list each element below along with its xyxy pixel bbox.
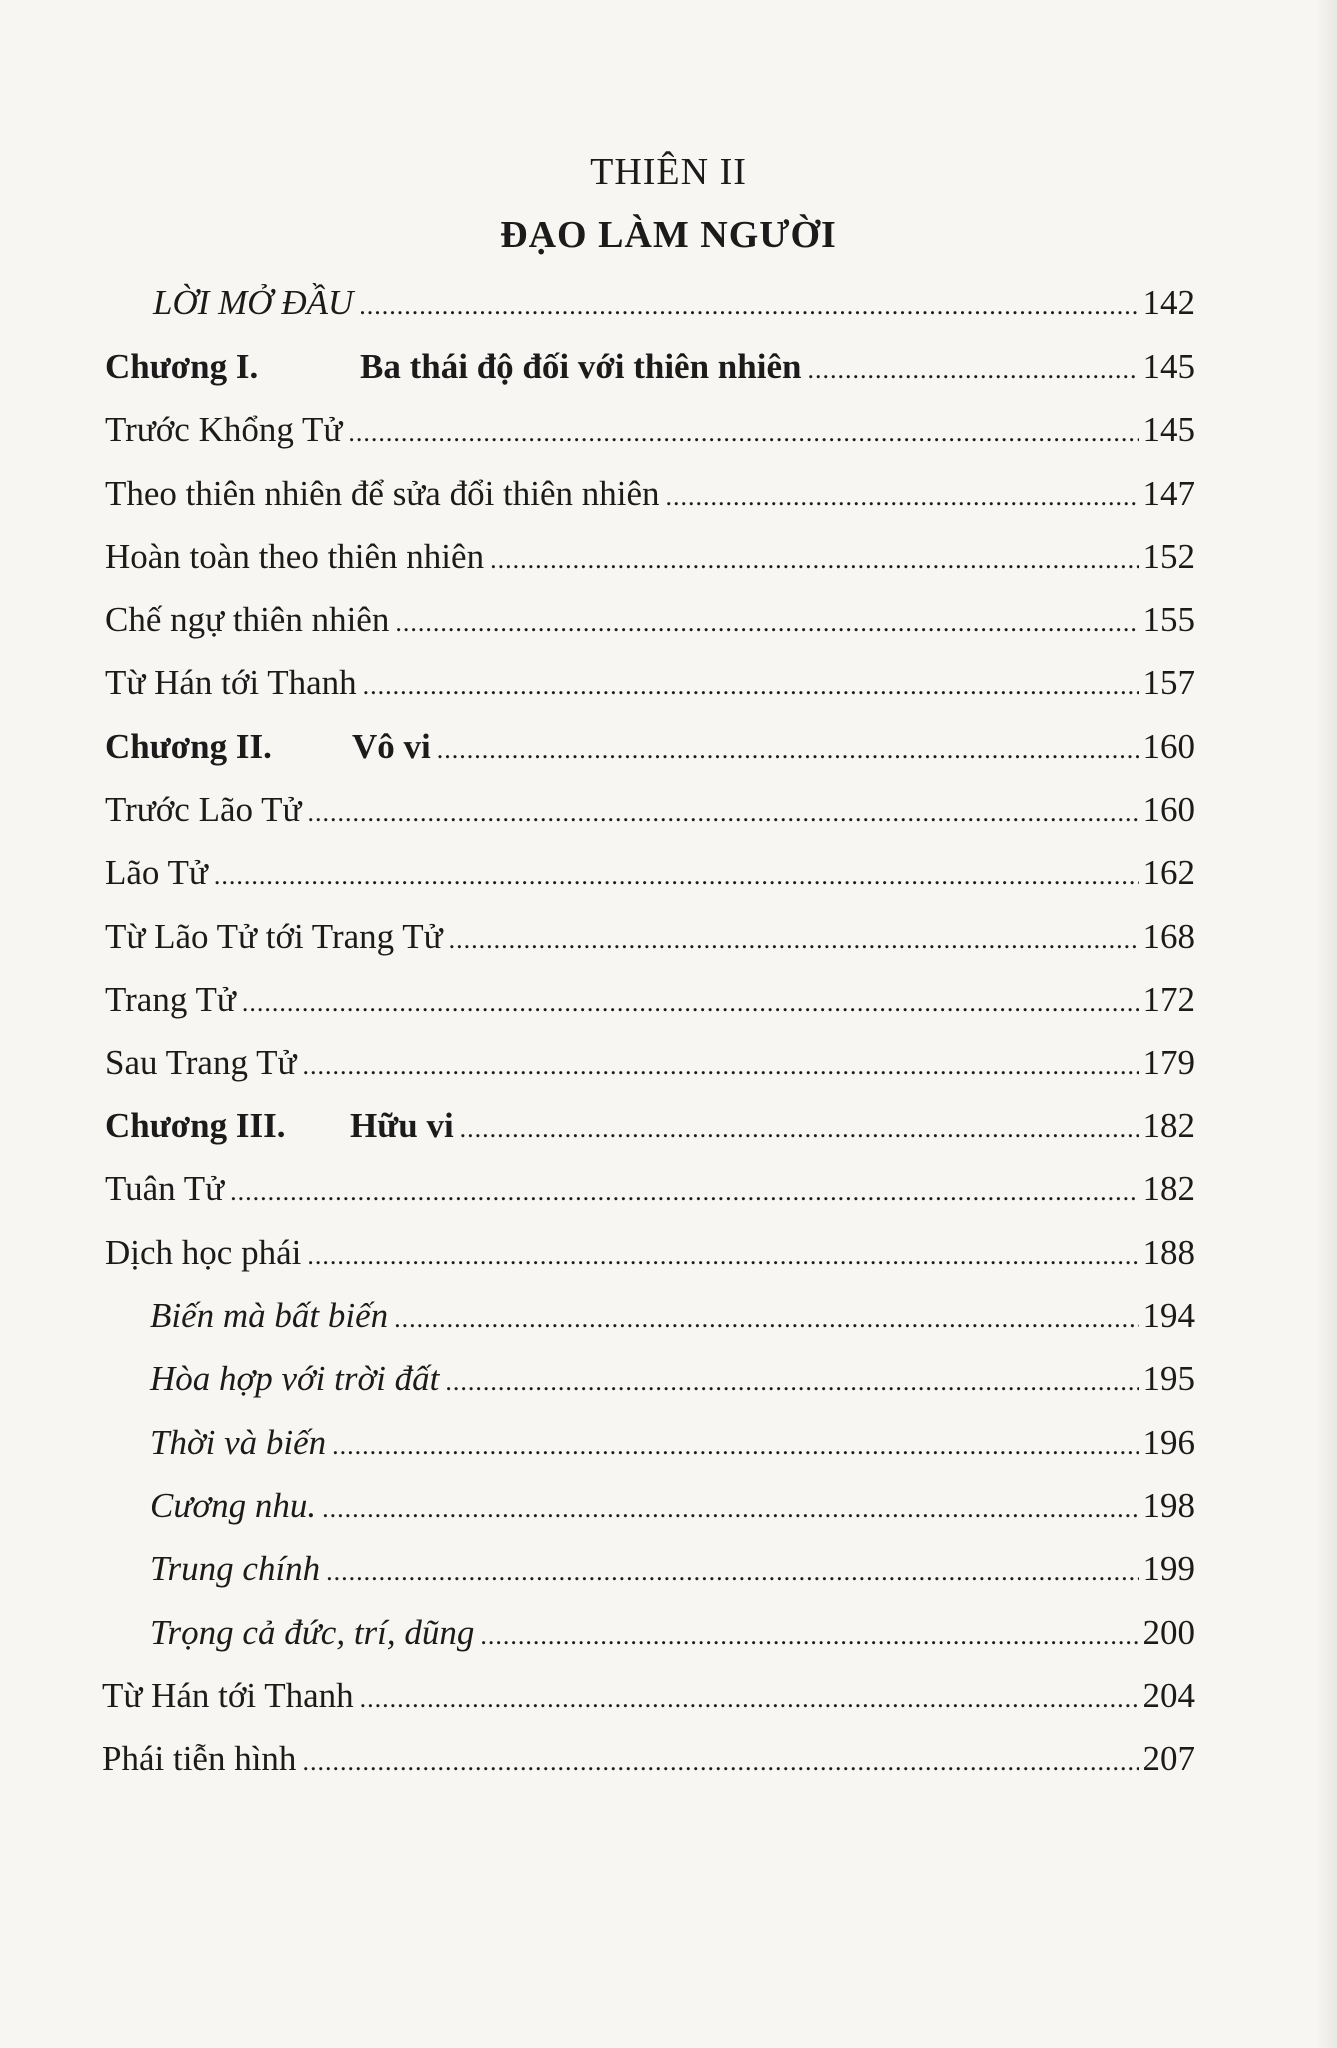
toc-sub-entry-label: Hòa hợp với trời đất	[150, 1359, 440, 1398]
toc-row	[105, 1231, 1195, 1278]
toc-page-number: 196	[1142, 1423, 1195, 1462]
toc-page-number: 194	[1142, 1296, 1195, 1335]
toc-row-sub	[150, 1357, 1195, 1404]
toc-row	[105, 788, 1195, 835]
toc-page-number: 152	[1142, 537, 1195, 576]
toc-page-number: 200	[1142, 1613, 1195, 1652]
leader-dots	[348, 411, 1138, 455]
toc-row	[105, 535, 1195, 582]
toc-page-number: 199	[1142, 1549, 1195, 1588]
toc-entry-label: Trước Lão Tử	[105, 790, 302, 829]
leader-dots	[322, 1487, 1138, 1531]
toc-entry-label: Từ Hán tới Thanh	[105, 663, 357, 702]
leader-dots	[326, 1550, 1138, 1594]
toc-row	[105, 851, 1195, 898]
toc-entry-label: Sau Trang Tử	[105, 1043, 297, 1082]
leader-dots	[332, 1424, 1138, 1468]
toc-page-number: 142	[1142, 283, 1195, 322]
toc-page-number: 145	[1142, 410, 1195, 449]
toc-entry-label: Theo thiên nhiên để sửa đổi thiên nhiên	[105, 474, 660, 513]
toc-row	[102, 1737, 1195, 1784]
toc-entry-label: Trước Khổng Tử	[105, 410, 343, 449]
leader-dots	[302, 1740, 1138, 1784]
toc-page-number: 172	[1142, 980, 1195, 1019]
leader-dots	[394, 1297, 1138, 1341]
toc-row	[102, 1674, 1195, 1721]
toc-row-sub	[150, 1484, 1195, 1531]
toc-chapter-title: Ba thái độ đối với thiên nhiên	[360, 347, 802, 386]
toc-page-number: 182	[1142, 1106, 1195, 1145]
leader-dots	[214, 854, 1139, 898]
toc-entry-label: Lão Tử	[105, 853, 208, 892]
toc-chapter-number: Chương I.	[105, 347, 259, 386]
toc-sub-entry-label: Thời và biến	[150, 1423, 327, 1462]
toc-chapter-title: Hữu vi	[350, 1106, 454, 1145]
toc-sub-entry-label: Trọng cả đức, trí, dũng	[150, 1613, 475, 1652]
toc-page-number: 204	[1142, 1676, 1195, 1715]
toc-page-number: 168	[1142, 917, 1195, 956]
toc-page-number: 160	[1142, 727, 1195, 766]
toc-page-number: 157	[1142, 663, 1195, 702]
leader-dots	[363, 664, 1139, 708]
toc-entry-label: Hoàn toàn theo thiên nhiên	[105, 537, 485, 576]
leader-dots	[449, 918, 1139, 962]
page-edge-shadow	[1315, 0, 1337, 2048]
leader-dots	[437, 728, 1139, 772]
toc-page-number: 182	[1142, 1169, 1195, 1208]
toc-page-number: 155	[1142, 600, 1195, 639]
leader-dots	[807, 348, 1138, 392]
part-subtitle: ĐẠO LÀM NGƯỜI	[500, 214, 837, 256]
toc-entry-label: Trang Tử	[105, 980, 236, 1019]
toc-page-number: 147	[1142, 474, 1195, 513]
part-title: THIÊN II	[590, 151, 747, 193]
leader-dots	[445, 1360, 1138, 1404]
leader-dots	[307, 791, 1138, 835]
toc-entry-label: Dịch học phái	[105, 1233, 302, 1272]
toc-entry-label: Tuân Tử	[105, 1169, 225, 1208]
toc-entry-label: Từ Lão Tử tới Trang Tử	[105, 917, 443, 956]
toc-page-number: 162	[1142, 853, 1195, 892]
leader-dots	[302, 1044, 1138, 1088]
toc-row-sub	[150, 1611, 1195, 1658]
toc-sub-entry-label: Biến mà bất biến	[150, 1296, 389, 1335]
toc-row-intro	[153, 281, 1195, 328]
leader-dots	[395, 601, 1138, 645]
leader-dots	[490, 538, 1138, 582]
toc-row	[105, 915, 1195, 962]
toc-entry-label: Từ Hán tới Thanh	[102, 1676, 354, 1715]
leader-dots	[307, 1234, 1138, 1278]
toc-row-chapter	[105, 1104, 1195, 1151]
toc-chapter-title: Vô vi	[352, 727, 431, 766]
toc-row	[105, 1167, 1195, 1214]
toc-row	[105, 598, 1195, 645]
toc-row	[105, 472, 1195, 519]
toc-entry-label: LỜI MỞ ĐẦU	[153, 283, 354, 322]
toc-row	[105, 978, 1195, 1025]
leader-dots	[666, 475, 1139, 519]
toc-page-number: 195	[1142, 1359, 1195, 1398]
toc-entry-label: Chế ngự thiên nhiên	[105, 600, 390, 639]
toc-page-number: 198	[1142, 1486, 1195, 1525]
leader-dots	[480, 1614, 1138, 1658]
toc-row	[105, 1041, 1195, 1088]
toc-row	[105, 661, 1195, 708]
leader-dots	[359, 284, 1138, 328]
leader-dots	[242, 981, 1139, 1025]
toc-chapter-number: Chương III.	[105, 1106, 286, 1145]
toc-row-sub	[150, 1547, 1195, 1594]
toc-page-number: 145	[1142, 347, 1195, 386]
toc-row	[105, 408, 1195, 455]
toc-page-number: 160	[1142, 790, 1195, 829]
toc-sub-entry-label: Trung chính	[150, 1549, 321, 1588]
toc-chapter-number: Chương II.	[105, 727, 272, 766]
toc-page-number: 207	[1142, 1739, 1195, 1778]
leader-dots	[230, 1170, 1138, 1214]
toc-row-sub	[150, 1294, 1195, 1341]
toc-page-number: 179	[1142, 1043, 1195, 1082]
toc-row-sub	[150, 1421, 1195, 1468]
toc-entry-label: Phái tiễn hình	[102, 1739, 297, 1778]
leader-dots	[360, 1677, 1139, 1721]
toc-row-chapter	[105, 725, 1195, 772]
toc-row-chapter	[105, 345, 1195, 392]
toc-page-number: 188	[1142, 1233, 1195, 1272]
leader-dots	[460, 1107, 1139, 1151]
toc-sub-entry-label: Cương nhu.	[150, 1486, 317, 1525]
